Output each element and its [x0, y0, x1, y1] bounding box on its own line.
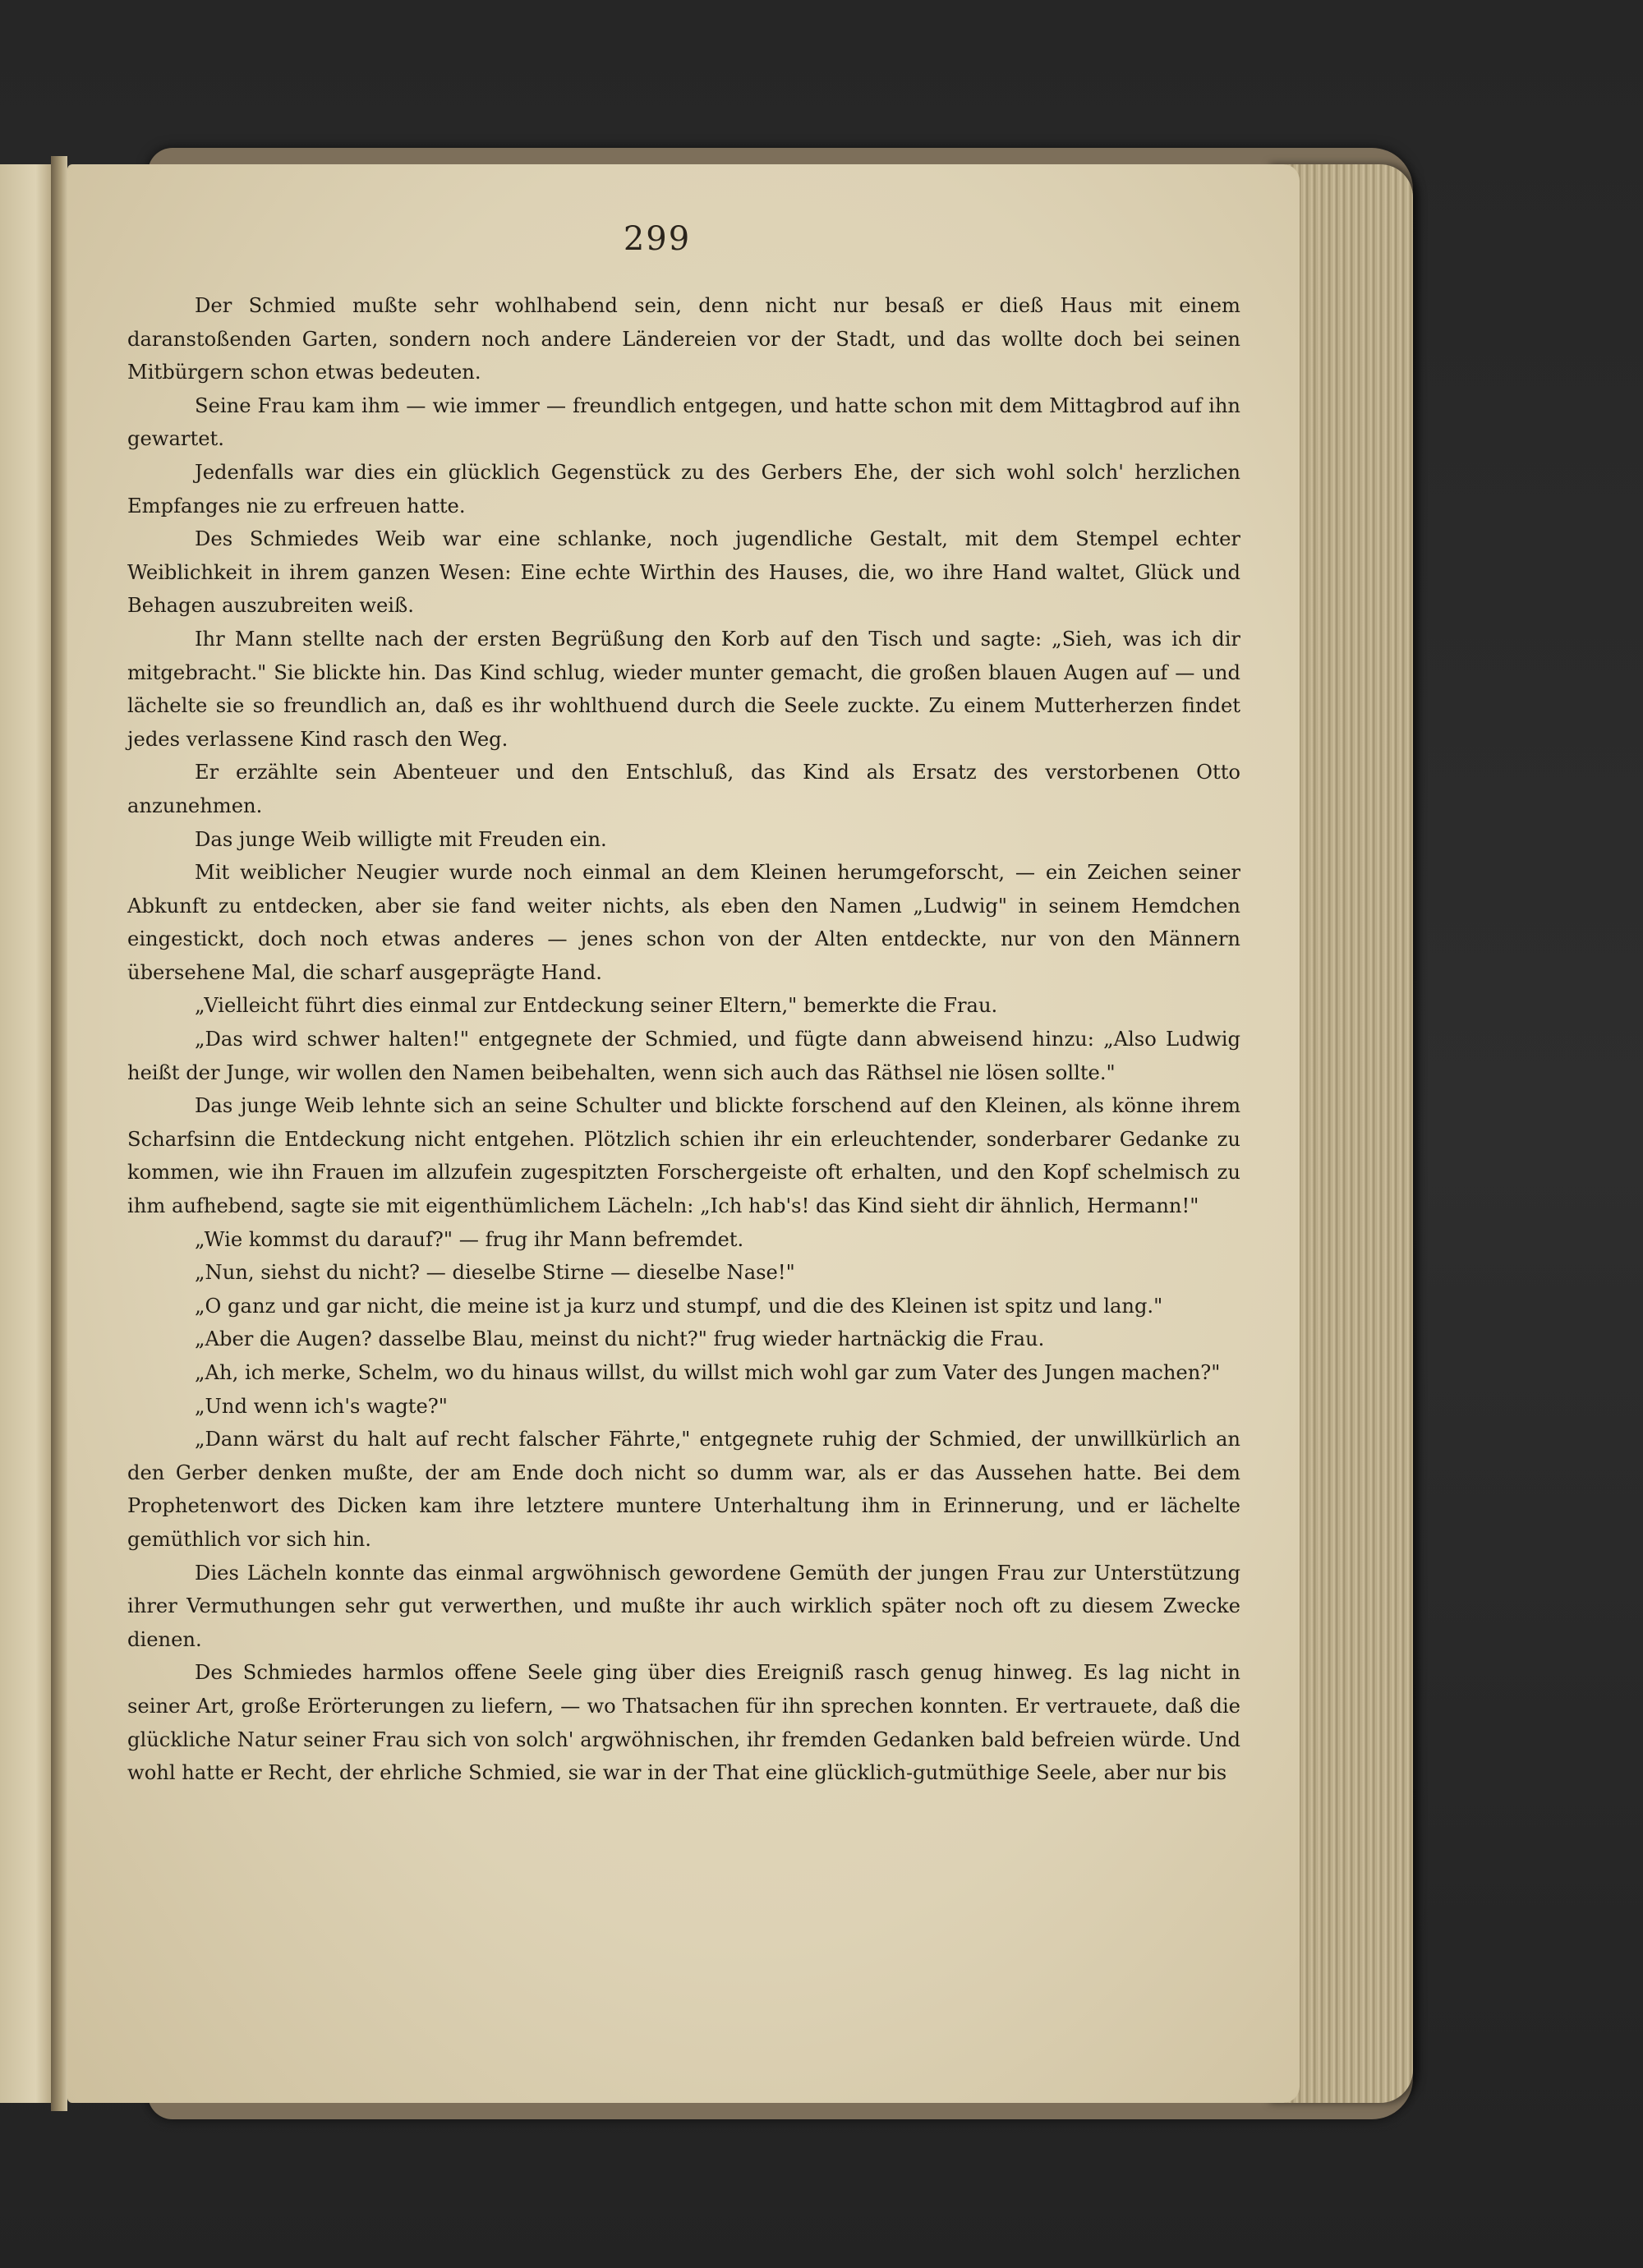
paragraph: „O ganz und gar nicht, die meine ist ja kurz und stumpf, und die des Kleinen ist spitz und lang."	[195, 1294, 1163, 1318]
paragraph: Das junge Weib willigte mit Freuden ein.	[195, 827, 607, 851]
paragraph: „Und wenn ich's wagte?"	[195, 1394, 448, 1418]
paragraph: Der Schmied mußte sehr wohlhabend sein, denn nicht nur besaß er dieß Haus mit einem daranstoßenden Garten, sondern noch andere Ländereien vor der Stadt, und das wollte doch bei seinen Mitbürgern schon etwas bedeuten.	[127, 294, 1240, 384]
paragraph: Seine Frau kam ihm — wie immer — freundlich entgegen, und hatte schon mit dem Mittagbrod auf ihn gewartet.	[127, 393, 1240, 451]
paragraph: Er erzählte sein Abenteuer und den Entschluß, das Kind als Ersatz des verstorbenen Otto anzunehmen.	[127, 761, 1240, 817]
book-gutter	[51, 156, 67, 2111]
paragraph: „Das wird schwer halten!" entgegnete der Schmied, und fügte dann abweisend hinzu: „Also Ludwig heißt der Junge, wir wollen den Namen beibehalten, wenn sich auch das Räthsel nie lösen sollte."	[127, 1028, 1240, 1084]
paragraph: „Aber die Augen? dasselbe Blau, meinst du nicht?" frug wieder hartnäckig die Frau.	[195, 1327, 1045, 1351]
paragraph: „Dann wärst du halt auf recht falscher Fährte," entgegnete ruhig der Schmied, der unwillkürlich an den Gerber denken mußte, der am Ende doch nicht so dumm war, als er das Aussehen hatte. Bei dem Prophetenwort des Dicken kam ihre letztere muntere Unterhaltung ihm in Erinnerung, und er lächelte gemüthlich vor sich hin.	[127, 1428, 1240, 1551]
paragraph: Des Schmiedes harmlos offene Seele ging über dies Ereigniß rasch genug hinweg. Es lag nicht in seiner Art, große Erörterungen zu liefern, — wo Thatsachen für ihn sprechen konnten. Er vertrauete, daß die glückliche Natur seiner Frau sich von solch' argwöhnischen, ihr fremden Gedanken bald befreien würde. Und wohl hatte er Recht, der ehrliche Schmied, sie war in der That eine glücklich-gutmüthige Seele, aber nur bis	[127, 1661, 1240, 1785]
paragraph: „Ah, ich merke, Schelm, wo du hinaus willst, du willst mich wohl gar zum Vater des Jungen machen?"	[195, 1361, 1221, 1384]
page-number: 299	[623, 220, 692, 258]
paragraph: Jedenfalls war dies ein glücklich Gegenstück zu des Gerbers Ehe, der sich wohl solch' herzlichen Empfanges nie zu erfreuen hatte.	[127, 460, 1240, 518]
paragraph: Dies Lächeln konnte das einmal argwöhnisch gewordene Gemüth der jungen Frau zur Unterstützung ihrer Vermuthungen sehr gut verwerthen, und mußte ihr auch wirklich später noch oft zu diesem Zwecke dienen.	[127, 1561, 1240, 1651]
paragraph: „Nun, siehst du nicht? — dieselbe Stirne — dieselbe Nase!"	[195, 1261, 795, 1285]
page-text	[127, 289, 1240, 1790]
paragraph: „Vielleicht führt dies einmal zur Entdeckung seiner Eltern," bemerkte die Frau.	[195, 994, 998, 1018]
paragraph: Ihr Mann stellte nach der ersten Begrüßung den Korb auf den Tisch und sagte: „Sieh, was ich dir mitgebracht." Sie blickte hin. Das Kind schlug, wieder munter gemacht, die großen blauen Augen auf — und lächelte sie so freundlich an, daß es ihr wohlthuend durch die Seele zuckte. Zu einem Mutterherzen findet jedes verlassene Kind rasch den Weg.	[127, 627, 1240, 751]
paragraph: Des Schmiedes Weib war eine schlanke, noch jugendliche Gestalt, mit dem Stempel echter Weiblichkeit in ihrem ganzen Wesen: Eine echte Wirthin des Hauses, die, wo ihre Hand waltet, Glück und Behagen auszubreiten weiß.	[127, 527, 1240, 618]
paragraph: „Wie kommst du darauf?" — frug ihr Mann befremdet.	[195, 1227, 744, 1251]
left-page-edge	[0, 164, 53, 2103]
paragraph: Mit weiblicher Neugier wurde noch einmal an dem Kleinen herumgeforscht, — ein Zeichen seiner Abkunft zu entdecken, aber sie fand weiter nichts, als eben den Namen „Ludwig" in seinem Hemdchen eingestickt, doch noch etwas anderes — jenes schon von der Alten entdeckte, nur von den Männern übersehene Mal, die scharf ausgeprägte Hand.	[127, 861, 1240, 984]
paragraph: Das junge Weib lehnte sich an seine Schulter und blickte forschend auf den Kleinen, als könne ihrem Scharfsinn die Entdeckung nicht entgehen. Plötzlich schien ihr ein erleuchtender, sonderbarer Gedanke zu kommen, wie ihn Frauen im allzufein zugespitzten Forschergeiste oft erhalten, und den Kopf schelmisch zu ihm aufhebend, sagte sie mit eigenthümlichem Lächeln: „Ich hab's! das Kind sieht dir ähnlich, Hermann!"	[127, 1094, 1240, 1218]
